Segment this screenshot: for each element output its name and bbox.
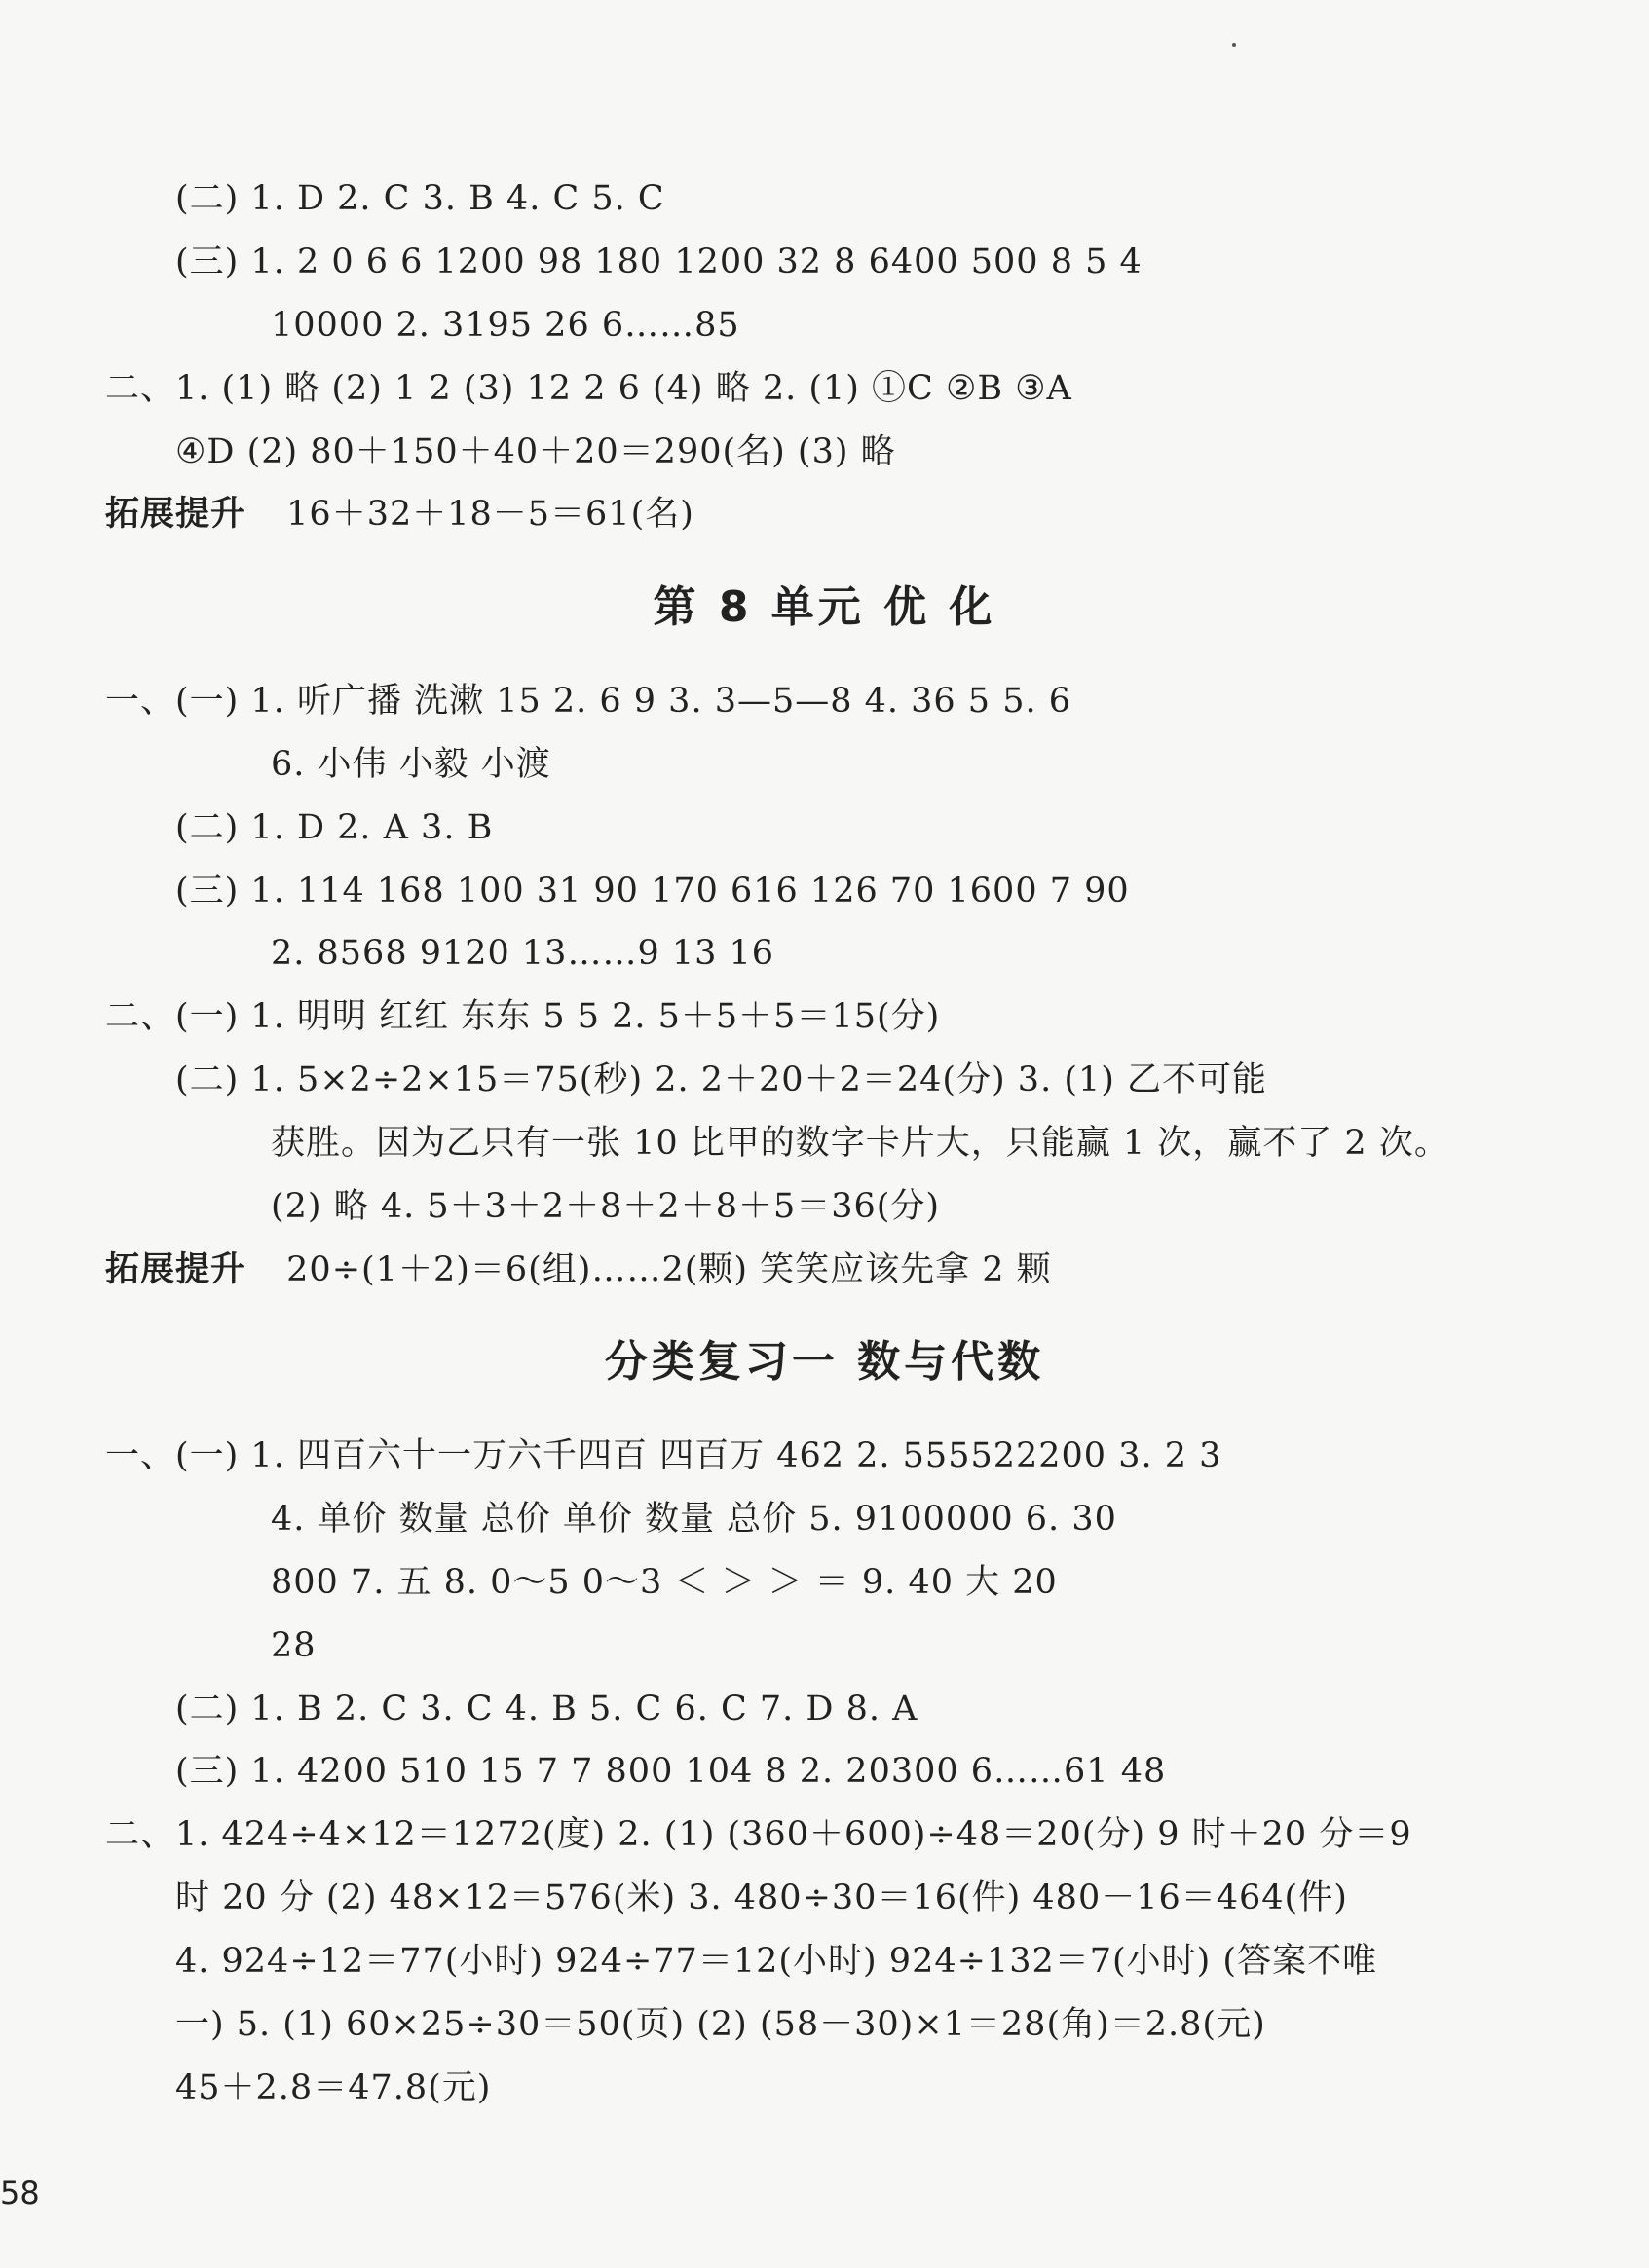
answer-line: 6. 小伟 小毅 小渡 (271, 745, 551, 784)
answer-line: 10000 2. 3195 26 6……85 (271, 306, 740, 345)
extension-answer: 20÷(1＋2)＝6(组)……2(颗) 笑笑应该先拿 2 颗 (286, 1250, 1052, 1289)
answer-line: 2. 8568 9120 13……9 13 16 (271, 934, 775, 973)
answer-line: (三) 1. 114 168 100 31 90 170 616 126 70 1600 7 90 (175, 872, 1130, 911)
answer-line: 一) 5. (1) 60×25÷30＝50(页) (2) (58－30)×1＝28(角)＝2.8(元) (175, 2005, 1266, 2044)
answer-line: 时 20 分 (2) 48×12＝576(米) 3. 480÷30＝16(件) 480－16＝464(件) (175, 1878, 1348, 1917)
answer-line: 一、(一) 1. 四百六十一万六千四百 四百万 462 2. 555522200 3. 2 3 (105, 1436, 1222, 1475)
answer-line: 二、1. (1) 略 (2) 1 2 (3) 12 2 6 (4) 略 2. (1) ①C ②B ③A (105, 369, 1072, 408)
answer-line: 二、1. 424÷4×12＝1272(度) 2. (1) (360＋600)÷48＝20(分) 9 时＋20 分＝9 (105, 1815, 1412, 1854)
scan-speck (1232, 43, 1236, 47)
answer-line: (二) 1. D 2. C 3. B 4. C 5. C (175, 179, 665, 218)
answer-line: (二) 1. B 2. C 3. C 4. B 5. C 6. C 7. D 8. A (175, 1690, 918, 1729)
answer-line: 二、(一) 1. 明明 红红 东东 5 5 2. 5＋5＋5＝15(分) (105, 997, 941, 1036)
answer-line: (二) 1. D 2. A 3. B (175, 808, 494, 847)
extension-answer: 16＋32＋18－5＝61(名) (286, 495, 694, 534)
extension-label: 拓展提升 (105, 495, 246, 534)
extension-line (105, 493, 694, 536)
page-number: 58 (0, 2175, 40, 2212)
answer-line: (三) 1. 2 0 6 6 1200 98 180 1200 32 8 6400 500 8 5 4 (175, 242, 1143, 281)
answer-line: (三) 1. 4200 510 15 7 7 800 104 8 2. 20300 6……61 48 (175, 1752, 1167, 1791)
answer-line: 45＋2.8＝47.8(元) (175, 2068, 492, 2107)
answer-line: ④D (2) 80＋150＋40＋20＝290(名) (3) 略 (175, 432, 896, 471)
extension-label: 拓展提升 (105, 1250, 246, 1289)
section-title: 第 8 单元 优 化 (653, 582, 996, 632)
answer-line: (二) 1. 5×2÷2×15＝75(秒) 2. 2＋20＋2＝24(分) 3. (1) 乙不可能 (175, 1060, 1268, 1099)
answer-line: 4. 924÷12＝77(小时) 924÷77＝12(小时) 924÷132＝7(小时) (答案不唯 (175, 1942, 1378, 1981)
answer-line: (2) 略 4. 5＋3＋2＋8＋2＋8＋5＝36(分) (271, 1187, 941, 1226)
section-title: 分类复习一 数与代数 (604, 1337, 1045, 1387)
answer-line: 4. 单价 数量 总价 单价 数量 总价 5. 9100000 6. 30 (271, 1500, 1117, 1539)
extension-line (105, 1248, 1052, 1291)
answer-line: 一、(一) 1. 听广播 洗漱 15 2. 6 9 3. 3—5—8 4. 36 5 5. 6 (105, 682, 1071, 721)
answer-line: 800 7. 五 8. 0～5 0～3 ＜ ＞ ＞ ＝ 9. 40 大 20 (271, 1563, 1058, 1602)
answer-line: 获胜。因为乙只有一张 10 比甲的数字卡片大，只能赢 1 次，赢不了 2 次。 (271, 1124, 1449, 1163)
answer-line: 28 (271, 1626, 317, 1665)
